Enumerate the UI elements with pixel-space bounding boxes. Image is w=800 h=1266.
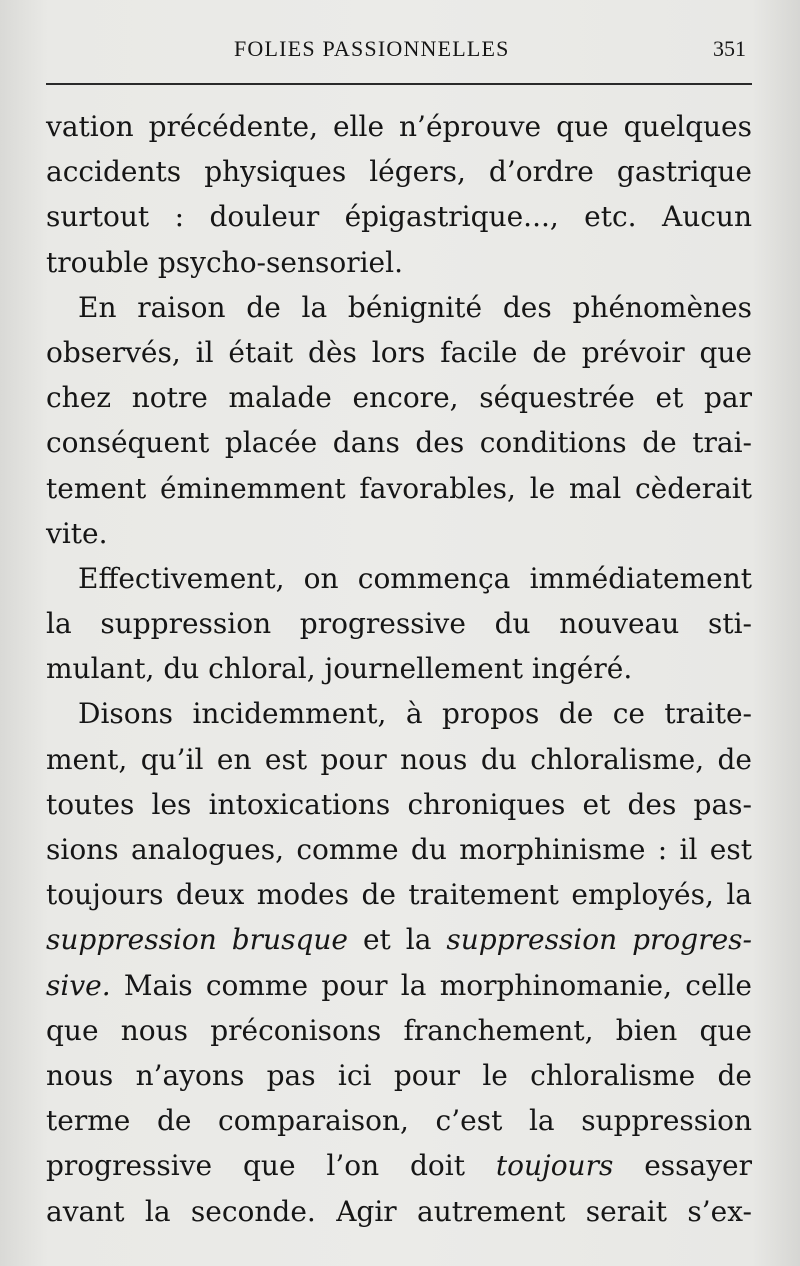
- paragraph-start-line: Effectivement, on commença immédiatement: [78, 561, 752, 595]
- text-line: vation précédente, elle n’éprouve que quelques: [46, 110, 752, 143]
- text-line: observés, il était dès lors facile de prévoir que: [46, 335, 752, 369]
- text-fragment: Mais comme pour la morphinomanie, celle: [110, 968, 752, 1002]
- text-line: [46, 963, 752, 1008]
- body-text: [46, 104, 752, 1234]
- page-header: [46, 32, 752, 72]
- paragraph-start-line: En raison de la bénignité des phénomènes: [78, 290, 752, 324]
- text-line: terme de comparaison, c’est la suppression: [46, 1104, 752, 1138]
- text-line: mulant, du chloral, journellement ingéré.: [46, 652, 633, 686]
- text-line: toutes les intoxications chroniques et des pas-: [46, 787, 752, 821]
- header-rule: [46, 83, 752, 85]
- text-line: [46, 917, 752, 962]
- text-line: avant la seconde. Agir autrement serait s’ex-: [46, 1194, 752, 1228]
- text-line: vite.: [46, 516, 108, 550]
- text-line: ment, qu’il en est pour nous du chloralisme, de: [46, 742, 752, 776]
- text-line: chez notre malade encore, séquestrée et par: [46, 381, 752, 415]
- italic-text: toujours: [495, 1149, 614, 1183]
- text-line: la suppression progressive du nouveau sti-: [46, 607, 752, 641]
- paragraph-start-line: Disons incidemment, à propos de ce traite-: [78, 697, 752, 731]
- text-line: tement éminemment favorables, le mal cèderait: [46, 471, 752, 505]
- running-title: FOLIES PASSIONNELLES: [234, 36, 510, 61]
- text-line: nous n’ayons pas ici pour le chloralisme de: [46, 1058, 752, 1092]
- text-line: toujours deux modes de traitement employés, la: [46, 878, 752, 912]
- text-line: surtout : douleur épigastrique..., etc. Aucun: [46, 200, 752, 234]
- italic-text: suppression progres-: [446, 923, 752, 957]
- text-fragment: essayer: [613, 1149, 752, 1183]
- text-line: conséquent placée dans des conditions de trai-: [46, 426, 752, 460]
- italic-text: suppression brusque: [46, 923, 348, 957]
- text-fragment: et la: [348, 923, 447, 957]
- text-line: que nous préconisons franchement, bien que: [46, 1013, 752, 1047]
- italic-text: sive.: [46, 968, 111, 1002]
- text-line: sions analogues, comme du morphinisme : il est: [46, 833, 752, 866]
- text-line: trouble psycho-sensoriel.: [46, 245, 403, 279]
- text-fragment: progressive que l’on doit: [46, 1149, 496, 1183]
- page-number: 351: [713, 36, 746, 61]
- text-line: accidents physiques légers, d’ordre gastrique: [46, 155, 752, 189]
- text-line: [46, 1143, 752, 1188]
